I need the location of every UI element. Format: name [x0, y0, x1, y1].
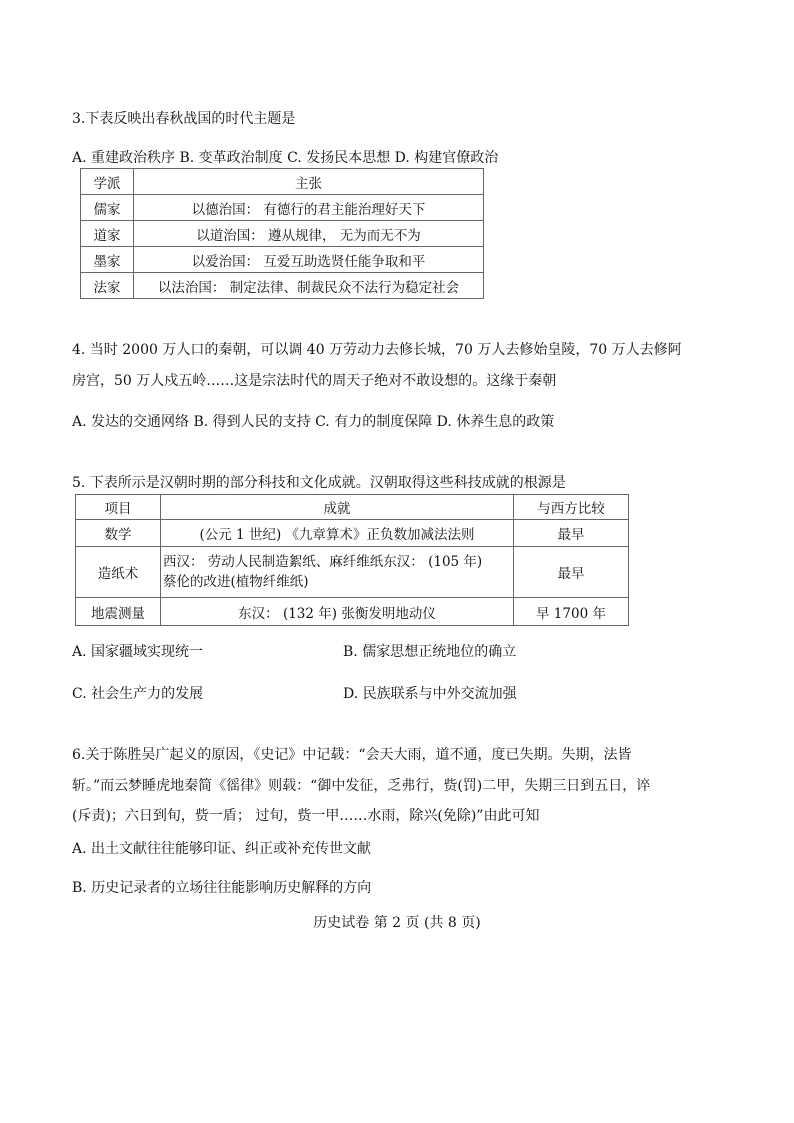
cell-school: 儒家: [81, 195, 134, 221]
cell-achievement-line2: 蔡伦的改进(植物纤维纸): [163, 574, 309, 590]
q4-stem-line2: 房宫，50 万人戍五岭……这是宗法时代的周天子绝对不敢设想的。这缘于秦朝: [72, 373, 557, 389]
q5-stem: 5. 下表所示是汉朝时期的部分科技和文化成就。汉朝取得这些科技成就的根源是: [72, 475, 566, 491]
table-header-row: [81, 169, 484, 195]
q5-option-b: B. 儒家思想正统地位的确立: [343, 644, 517, 660]
table-row: [81, 221, 484, 247]
q6-stem-line2: 斩。”而云梦睡虎地秦简《徭律》则载：“御中发征，乏弗行，赀(罚)二甲，失期三日到五日，谇: [72, 778, 651, 794]
table-row: [76, 598, 629, 626]
cell-item: 造纸术: [76, 547, 161, 598]
cell-proposition: 以法治国： 制定法律、制裁民众不法行为稳定社会: [134, 273, 484, 299]
q6-option-b: B. 历史记录者的立场往往能影响历史解释的方向: [72, 880, 372, 896]
q4-options: A. 发达的交通网络 B. 得到人民的支持 C. 有力的制度保障 D. 休养生息的政策: [72, 414, 555, 430]
cell-achievement: 东汉： (132 年) 张衡发明地动仪: [161, 598, 514, 626]
cell-comparison: 最早: [514, 547, 629, 598]
q3-options: A. 重建政治秩序 B. 变革政治制度 C. 发扬民本思想 D. 构建官僚政治: [72, 150, 499, 166]
table-row: [76, 520, 629, 547]
q5-achievements-table: [75, 494, 629, 626]
q4-stem-line1: 4. 当时 2000 万人口的秦朝，可以调 40 万劳动力去修长城，70 万人去修始皇陵，70 万人去修阿: [72, 342, 682, 358]
q6-stem-line3: (斥责)；六日到旬，赀一盾； 过旬，赀一甲……水雨，除兴(免除)”由此可知: [72, 808, 540, 824]
table-header-row: [76, 495, 629, 520]
cell-school: 道家: [81, 221, 134, 247]
cell-school: 法家: [81, 273, 134, 299]
q5-option-c: C. 社会生产力的发展: [72, 686, 204, 702]
cell-achievement: [161, 547, 514, 598]
cell-school: 墨家: [81, 247, 134, 273]
header-comparison: 与西方比较: [514, 495, 629, 520]
header-achievement: 成就: [161, 495, 514, 520]
cell-comparison: 最早: [514, 520, 629, 547]
cell-achievement-line1: 西汉： 劳动人民制造絮纸、麻纤维纸东汉： (105 年): [163, 554, 483, 570]
q3-schools-table: [80, 168, 484, 299]
cell-item: 地震测量: [76, 598, 161, 626]
cell-achievement: (公元 1 世纪) 《九章算术》正负数加减法法则: [161, 520, 514, 547]
header-proposition: 主张: [134, 169, 484, 195]
q6-stem-line1: 6.关于陈胜吴广起义的原因，《史记》中记载：“会天大雨，道不通，度已失期。失期，法皆: [72, 747, 632, 763]
cell-proposition: 以德治国： 有德行的君主能治理好天下: [134, 195, 484, 221]
cell-proposition: 以爱治国： 互爱互助选贤任能争取和平: [134, 247, 484, 273]
q6-option-a: A. 出土文献往往能够印证、纠正或补充传世文献: [72, 841, 372, 857]
cell-proposition: 以道治国： 遵从规律， 无为而无不为: [134, 221, 484, 247]
cell-item: 数学: [76, 520, 161, 547]
q5-option-a: A. 国家疆域实现统一: [72, 644, 204, 660]
q3-stem: 3.下表反映出春秋战国的时代主题是: [72, 111, 296, 127]
table-row: [81, 273, 484, 299]
table-row: [76, 547, 629, 598]
table-row: [81, 195, 484, 221]
cell-comparison: 早 1700 年: [514, 598, 629, 626]
page-footer: 历史试卷 第 2 页 (共 8 页): [313, 915, 481, 931]
header-school: 学派: [81, 169, 134, 195]
header-item: 项目: [76, 495, 161, 520]
table-row: [81, 247, 484, 273]
q5-option-d: D. 民族联系与中外交流加强: [343, 686, 517, 702]
